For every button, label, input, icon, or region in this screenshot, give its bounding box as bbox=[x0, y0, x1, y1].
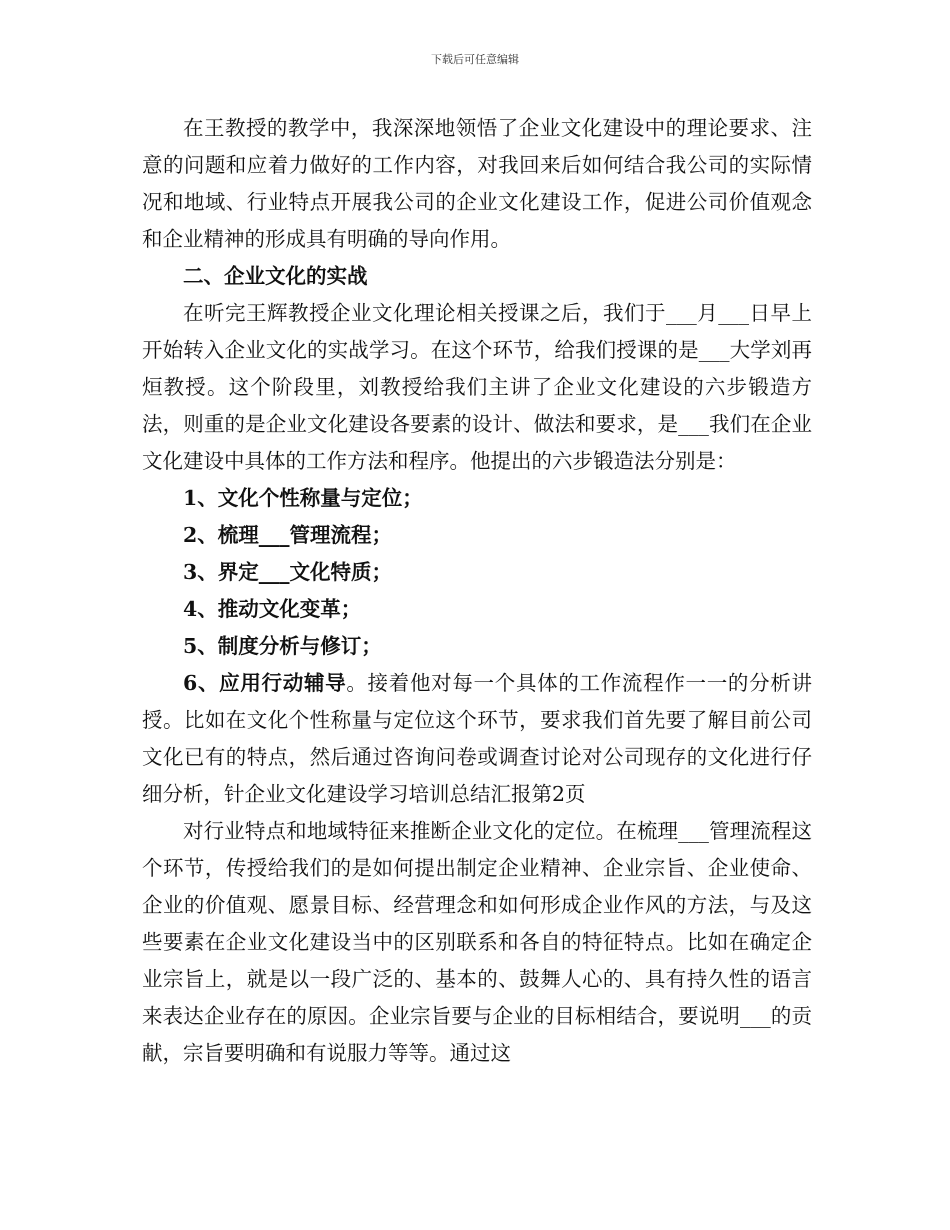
page-header: 下载后可任意编辑 bbox=[431, 53, 519, 66]
paragraph-intro: 在王教授的教学中，我深深地领悟了企业文化建设中的理论要求、注意的问题和应着力做好的工作内容，对我回来后如何结合我公司的实际情况和地域、行业特点开展我公司的企业文化建设工作，促进公司价值观念和企业精神的形成具有明确的导向作用。 bbox=[142, 116, 812, 251]
list-item-3: 3、界定___文化特质； bbox=[183, 560, 393, 584]
list-item-4: 4、推动文化变革； bbox=[183, 597, 362, 621]
section-heading: 二、企业文化的实战 bbox=[183, 264, 368, 288]
list-item-6-label: 6、应用行动辅导 bbox=[183, 671, 347, 695]
paragraph-item-6 bbox=[142, 665, 812, 813]
list-item-2: 2、梳理___管理流程； bbox=[183, 523, 393, 547]
paragraph-continuation: 对行业特点和地域特征来推断企业文化的定位。在梳理___管理流程这个环节，传授给我们的是如何提出制定企业精神、企业宗旨、企业使命、企业的价值观、愿景目标、经营理念和如何形成企业作风的方法，与及这些要素在企业文化建设当中的区别联系和各自的特征特点。比如在确定企业宗旨上，就是以一段广泛的、基本的、鼓舞人心的、具有持久性的语言来表达企业存在的原因。企业宗旨要与企业的目标相结合，要说明___的贡献，宗旨要明确和有说服力等等。通过这 bbox=[142, 819, 812, 1065]
list-item-5: 5、制度分析与修订； bbox=[183, 634, 382, 658]
list-item-1: 1、文化个性称量与定位； bbox=[183, 486, 423, 510]
list-item-6-text: 。接着他对每一个具体的工作流程作一一的分析讲授。比如在文化个性称量与定位这个环节，要求我们首先要了解目前公司文化已有的特点，然后通过咨询问卷或调查讨论对公司现存的文化进行仔细分析，针企业文化建设学习培训总结汇报第2页 bbox=[142, 671, 813, 806]
document-body bbox=[142, 110, 812, 1072]
paragraph-practice: 在听完王辉教授企业文化理论相关授课之后，我们于___月___日早上开始转入企业文化的实战学习。在这个环节，给我们授课的是___大学刘再烜教授。这个阶段里，刘教授给我们主讲了企业文化建设的六步锻造方法，则重的是企业文化建设各要素的设计、做法和要求，是___我们在企业文化建设中具体的工作方法和程序。他提出的六步锻造法分别是： bbox=[142, 301, 812, 473]
